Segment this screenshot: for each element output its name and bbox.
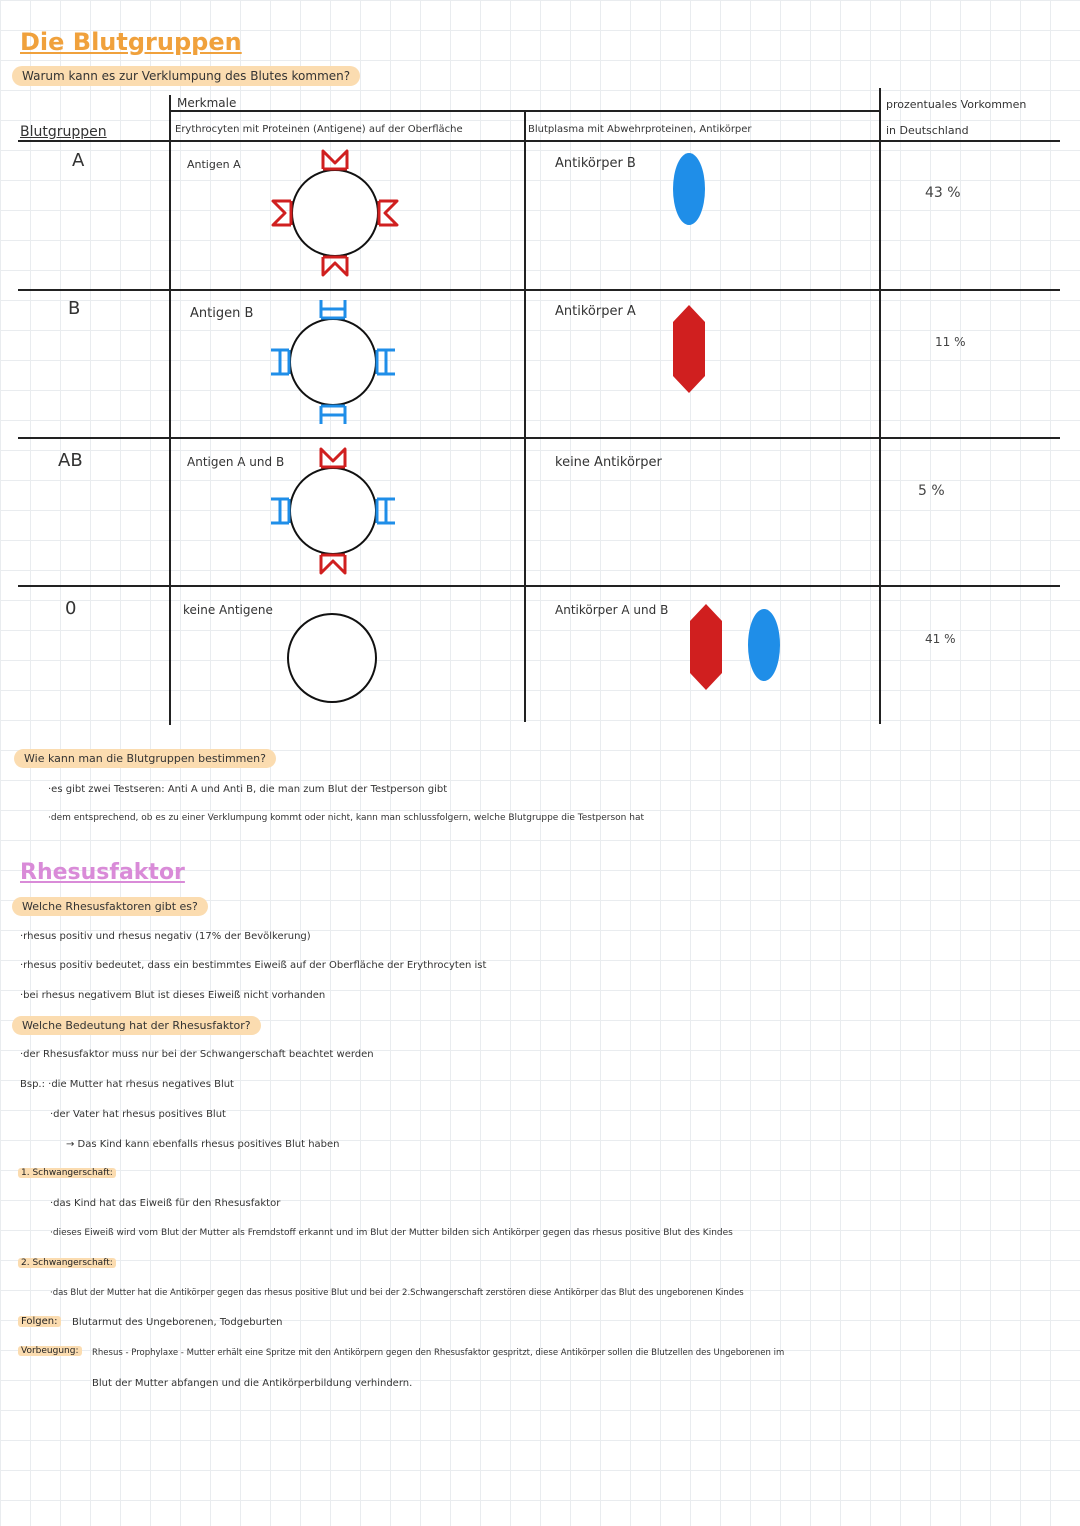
header-vorkommen-de: in Deutschland <box>886 124 969 137</box>
section-label: Folgen: <box>18 1316 61 1327</box>
blood-group-label: A <box>72 150 85 171</box>
question-bedeutung: Welche Bedeutung hat der Rhesusfaktor? <box>12 1016 261 1035</box>
question-rhesusfaktoren: Welche Rhesusfaktoren gibt es? <box>12 897 208 916</box>
blood-group-label: B <box>68 298 81 319</box>
antigen-label: Antigen A <box>187 158 241 171</box>
percentage: 11 % <box>935 335 966 349</box>
note-line: Blut der Mutter abfangen und die Antikörperbildung verhindern. <box>92 1378 413 1389</box>
note-line: ·der Rhesusfaktor muss nur bei der Schwangerschaft beachtet werden <box>20 1049 374 1060</box>
note-line: ·der Vater hat rhesus positives Blut <box>50 1109 226 1120</box>
section-label: Vorbeugung: <box>18 1346 82 1356</box>
erythrocyte-0 <box>288 614 376 702</box>
percentage: 41 % <box>925 632 956 646</box>
question-verklumpung: Warum kann es zur Verklumpung des Blutes kommen? <box>12 66 360 86</box>
antigen-label: Antigen B <box>190 306 254 321</box>
note-line: ·das Blut der Mutter hat die Antikörper gegen das rhesus positive Blut und bei der 2.Schwangerschaft zerstören diese Antikörper das Blut des ungeborenen Kindes <box>50 1288 744 1298</box>
note-line: ·es gibt zwei Testseren: Anti A und Anti B, die man zum Blut der Testperson gibt <box>48 784 448 795</box>
antibody-label: Antikörper A und B <box>555 603 669 617</box>
antibody-b-icon <box>748 609 780 681</box>
header-blutgruppen: Blutgruppen <box>20 124 107 140</box>
section-label: 1. Schwangerschaft: <box>18 1168 116 1178</box>
question-bestimmen: Wie kann man die Blutgruppen bestimmen? <box>14 749 276 768</box>
erythrocyte-b <box>271 300 395 424</box>
percentage: 5 % <box>918 483 945 499</box>
header-vorkommen: prozentuales Vorkommen <box>886 98 1027 111</box>
antigen-label: keine Antigene <box>183 603 273 617</box>
antigen-label: Antigen A und B <box>187 455 285 469</box>
section-label: 2. Schwangerschaft: <box>18 1258 116 1268</box>
antibody-b-icon <box>673 153 705 225</box>
antibody-a-icon <box>690 604 722 690</box>
erythrocyte-a <box>273 151 397 275</box>
note-line: → Das Kind kann ebenfalls rhesus positives Blut haben <box>66 1139 340 1150</box>
header-erythrocyten: Erythrocyten mit Proteinen (Antigene) auf der Oberfläche <box>175 124 463 135</box>
note-line: ·dieses Eiweiß wird vom Blut der Mutter als Fremdstoff erkannt und im Blut der Mutter bilden sich Antikörper gegen das rhesus positive Blut des Kindes <box>50 1228 733 1238</box>
blood-group-diagrams <box>0 0 1080 760</box>
note-line: Blutarmut des Ungeborenen, Todgeburten <box>72 1317 283 1328</box>
header-plasma: Blutplasma mit Abwehrproteinen, Antikörper <box>528 124 752 135</box>
rhesus-title: Rhesusfaktor <box>20 860 185 885</box>
erythrocyte-ab <box>271 449 395 573</box>
note-line: ·das Kind hat das Eiweiß für den Rhesusfaktor <box>50 1198 281 1209</box>
antibody-label: Antikörper A <box>555 304 636 319</box>
blood-group-label: AB <box>58 450 83 471</box>
header-merkmale: Merkmale <box>177 96 237 110</box>
note-line: Bsp.: ·die Mutter hat rhesus negatives Blut <box>20 1079 234 1090</box>
note-line: ·rhesus positiv und rhesus negativ (17% der Bevölkerung) <box>20 931 311 942</box>
note-line: ·rhesus positiv bedeutet, dass ein bestimmtes Eiweiß auf der Oberfläche der Erythrocyten ist <box>20 960 487 971</box>
note-line: ·bei rhesus negativem Blut ist dieses Eiweiß nicht vorhanden <box>20 990 326 1001</box>
blood-group-label: 0 <box>65 598 77 619</box>
page-title: Die Blutgruppen <box>20 28 242 56</box>
antibody-label: Antikörper B <box>555 156 636 171</box>
antibody-a-icon <box>673 305 705 393</box>
percentage: 43 % <box>925 185 961 201</box>
note-line: ·dem entsprechend, ob es zu einer Verklumpung kommt oder nicht, kann man schlussfolgern, welche Blutgruppe die Testperson hat <box>48 813 644 823</box>
note-line: Rhesus - Prophylaxe - Mutter erhält eine Spritze mit den Antikörpern gegen den Rhesusfaktor gespritzt, diese Antikörper sollen die Blutzellen des Ungeborenen im <box>92 1348 785 1358</box>
antibody-label: keine Antikörper <box>555 455 662 470</box>
